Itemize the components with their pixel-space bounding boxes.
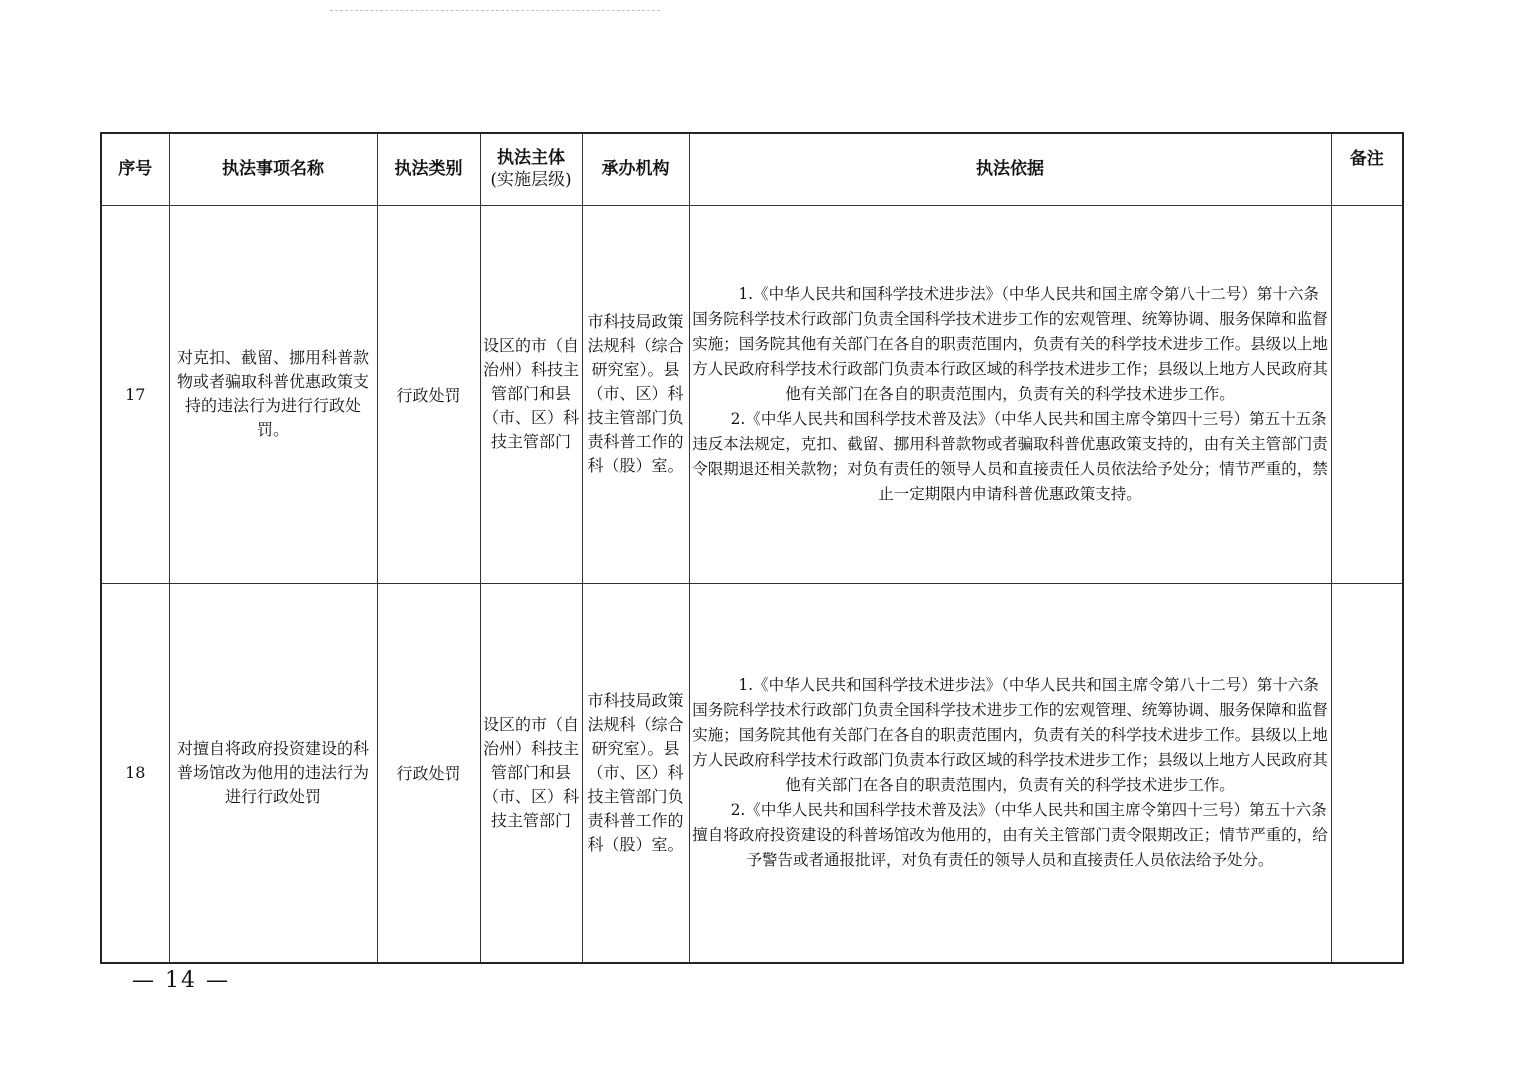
row-category: 行政处罚 [377, 583, 480, 963]
row-num: 17 [101, 205, 169, 583]
row-category: 行政处罚 [377, 205, 480, 583]
row-item-name: 对擅自将政府投资建设的科普场馆改为他用的违法行为进行行政处罚 [169, 583, 377, 963]
header-note: 备注 [1331, 133, 1403, 205]
header-row [101, 133, 1403, 205]
header-org: 承办机构 [582, 133, 689, 205]
row-subject: 设区的市（自治州）科技主管部门和县（市、区）科技主管部门 [480, 583, 582, 963]
table-row [101, 205, 1403, 583]
row-basis [689, 205, 1343, 583]
basis-paragraph: 1.《中华人民共和国科学技术进步法》（中华人民共和国主席令第八十二号）第十六条 国务院科学技术行政部门负责全国科学技术进步工作的宏观管理、统筹协调、服务保障和监督实施；国务院其他有关部门在各自的职责范围内，负责有关的科学技术进步工作。县级以上地方人民政府科学技术行政部门负责本行政区域的科学技术进步工作；县级以上地方人民政府其他有关部门在各自的职责范围内，负责有关的科学技术进步工作。 [692, 675, 1335, 794]
row-note [1331, 205, 1403, 583]
row-item-name: 对克扣、截留、挪用科普款物或者骗取科普优惠政策支持的违法行为进行行政处罚。 [169, 205, 377, 583]
header-category: 执法类别 [377, 133, 480, 205]
page-number: — 14 — [132, 968, 230, 993]
row-org: 市科技局政策法规科（综合研究室）。县（市、区）科技主管部门负责科普工作的科（股）室。 [582, 205, 689, 583]
header-subject-level: (实施层级) [490, 170, 572, 191]
row-basis [689, 583, 1343, 963]
scan-artifact [330, 10, 660, 14]
header-subject-label: 执法主体 [497, 148, 565, 169]
row-note [1331, 583, 1403, 963]
row-subject: 设区的市（自治州）科技主管部门和县（市、区）科技主管部门 [480, 205, 582, 583]
basis-paragraph: 2.《中华人民共和国科学技术普及法》（中华人民共和国主席令第四十三号）第五十五条 违反本法规定，克扣、截留、挪用科普款物或者骗取科普优惠政策支持的，由有关主管部门责令限期退还相关款物；对负有责任的领导人员和直接责任人员依法给予处分；情节严重的，禁止一定期限内申请科普优惠政策支持。 [692, 409, 1343, 503]
basis-paragraph: 1.《中华人民共和国科学技术进步法》（中华人民共和国主席令第八十二号）第十六条 国务院科学技术行政部门负责全国科学技术进步工作的宏观管理、统筹协调、服务保障和监督实施；国务院其他有关部门在各自的职责范围内，负责有关的科学技术进步工作。县级以上地方人民政府科学技术行政部门负责本行政区域的科学技术进步工作；县级以上地方人民政府其他有关部门在各自的职责范围内，负责有关的科学技术进步工作。 [692, 284, 1335, 403]
header-basis: 执法依据 [689, 133, 1331, 205]
enforcement-table [100, 132, 1404, 964]
table-row [101, 583, 1403, 963]
header-name: 执法事项名称 [169, 133, 377, 205]
header-subject [480, 133, 582, 205]
row-org: 市科技局政策法规科（综合研究室）。县（市、区）科技主管部门负责科普工作的科（股）室。 [582, 583, 689, 963]
row-num: 18 [101, 583, 169, 963]
basis-paragraph: 2.《中华人民共和国科学技术普及法》（中华人民共和国主席令第四十三号）第五十六条 擅自将政府投资建设的科普场馆改为他用的，由有关主管部门责令限期改正；情节严重的，给予警告或者通报批评，对负有责任的领导人员和直接责任人员依法给予处分。 [692, 800, 1343, 869]
header-num: 序号 [101, 133, 169, 205]
